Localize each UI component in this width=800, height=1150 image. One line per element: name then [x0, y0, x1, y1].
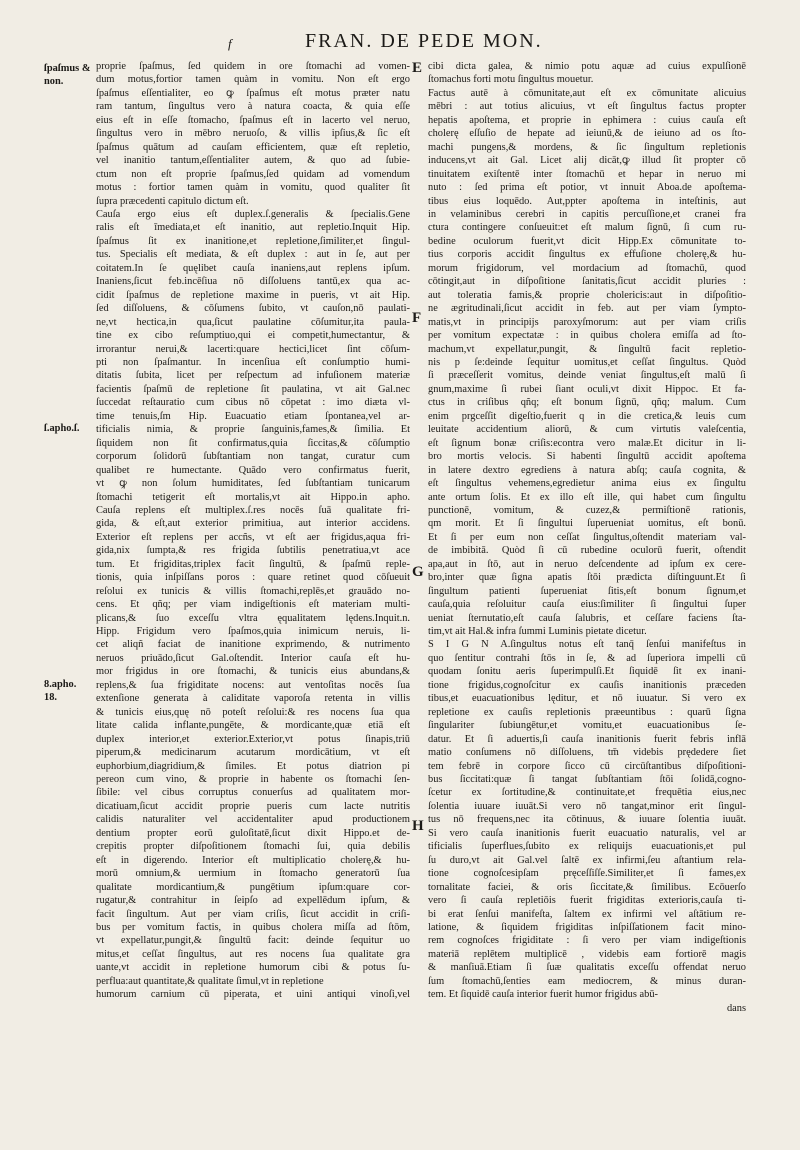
text-line: facit ſingultum. Aut per viam criſis, ſicut accidit in criſi- [96, 908, 410, 920]
page-header [0, 30, 800, 56]
text-line: euphorbium,diagridium,& ſimiles. Et potus diatrion pi [96, 760, 410, 772]
text-line: mēbri : aut totius alicuius, vt eſt ſingultus factus propter [428, 101, 746, 113]
text-line: facientis ſpaſmū de repletione ſit paulatina, vt ait Gal.nec [96, 383, 410, 395]
running-title: FRAN. DE PEDE MON. [305, 30, 543, 52]
text-line: tus. Specialis eſt mediata, & eſt duplex : aut in ſe, aut per [96, 249, 410, 261]
text-line: quo ſentitur contrahi ſtōs in ſe, & ad ſuperiora impelli cū [428, 652, 746, 664]
text-line: cidit ſpaſmus de repletione maxime in pueris, vt ait Hip. [96, 289, 410, 301]
text-line: ſuccedat reſtauratio cum cibus nō cōpetat : imo diæta vl- [96, 397, 410, 409]
text-line: gnum,maxime ſi rubei ſiant oculi,vt dixit Hippoc. Et fa- [428, 383, 746, 395]
text-line: & manſiuā.Etiam ſi ſuæ qualitatis exceſſu offendat neruo [428, 962, 746, 974]
text-line: bro mortis velocis. Si habenti ſingultū accidit apoſtema [428, 451, 746, 463]
text-line: vt expellatur,pungit,& ſingultū facit: deinde ſequitur uo [96, 935, 410, 947]
text-line: in velaminibus cerebri in capitis percuſſione,et cranei fra [428, 208, 746, 220]
text-line: bus per vomitum factis, in quibus cholera miſſa ad ſtōm, [96, 922, 410, 933]
text-line: bro,inter quæ ſigna apatis ſtōi prædicta diſtinguunt.Et ſi [428, 572, 746, 584]
text-line: de imbibitā. Quòd ſi cū rubedine oculorū fuerit, oſtendit [428, 545, 746, 557]
text-line: bus ſiccitati:quæ ſi tangat ſubſtantiam ſtōi ſolidā,cogno- [428, 774, 746, 786]
text-line: uante,vt accidit in repletione humorum cibi & potus ſu- [96, 962, 410, 974]
text-line: tione cognoſcesipſam pręceſſiſſe.Similiter,et ſi fames,ex [428, 868, 746, 880]
text-line: rugatur,& contrahitur in ſeipſo ad expellēdum ipſum, & [96, 895, 410, 907]
text-line: vero ſi cauſa repletiōis fuerit frigiditas exterioris,cauſa ti- [428, 895, 746, 907]
text-line: Cauſa ergo eius eſt duplex.ſ.generalis & ſpecialis.Gene [96, 208, 410, 220]
text-line: gida, & eſt,aut exterior primitiua, aut interior accidens. [96, 518, 410, 530]
text-line: tificialis nimia, & proprie ſanguinis,fames,& ſimilia. Et [96, 424, 410, 436]
text-line: motus : fortior tamen quàm in vomitu, quod qualiter ſit [96, 182, 410, 194]
text-line: tornalitate faciei, & oris ſiccitate,& ſimilibus. Ecōuerſo [428, 881, 746, 893]
text-line: ne,vt hectica,in qua,ſicut paulatine cōſumitur,ita paula- [96, 316, 410, 328]
text-line: ditatis ſubita, licet per reſpectum ad infuſionem materiæ [96, 370, 410, 382]
text-line: tine ex cibo reſumptiuo,qui ei competit,humectantur, & [96, 330, 410, 342]
text-line: cholerę eſſuſio de hepate ad ieiunū,& de ieiuno ad os ſto- [428, 128, 746, 140]
text-line: tem. Et ſiquidē cauſa interior fuerit humor frigidus abū- [428, 989, 658, 1001]
text-line: dentium propter eorū guloſitatē,ſicut dixit Hippo.et de- [96, 827, 410, 839]
text-line: piperum,& medicinarum acutarum mordicātium, vt eſt [96, 747, 410, 759]
text-line: ctus in criſibus qñq; eſt bonum ſignū, qñq; malum. Cum [428, 397, 746, 409]
text-line: ueniat ſternutatio,eſt cauſa ſalubris, et ceſſare faciens ſta- [428, 612, 746, 624]
text-line: plicans,& ſuo exceſſu vltra ęqualitatem lędens.Inquit.n. [96, 612, 410, 624]
text-line: replens,& ſua frigiditate nocens: aut ventoſitas nocēs ſua [96, 679, 410, 691]
text-line: bedine oculorum fuerit,vt dicit Hipp.Ex cōmunitate to- [428, 235, 746, 247]
text-line: tius corporis accidit ſingultus ex effuſione cholerę,& hu- [428, 249, 746, 261]
text-line: tus nō frequens,nec ita cōtinuus, & iuuare ſolentia iuuāt. [428, 814, 746, 826]
text-line: machi pungens,& mordens, & ſic ſingultum repletionis [428, 141, 746, 153]
text-line: repletione ex cauſis repletionis præeuntibus : quarū ſigna [428, 706, 746, 718]
text-line: tione frigidus,cognoſcitur ex cauſis inanitionis præceden [428, 679, 746, 691]
text-line: proprie ſpaſmus, ſed quidem in ore ſtomachi ad vomen- [96, 61, 410, 72]
text-line: per vomitum expectatæ : in quibus cholera emiſſa ad ſto- [428, 330, 746, 342]
text-line: ſpaſmus quātum ad cauſam efficientem, quæ eſt repletio, [96, 141, 410, 153]
text-line: materiā replētem multiplicē , videbis eam fortiorē magis [428, 948, 746, 960]
text-line: humorum carnium cū piperata, et uini antiqui vinoſi,vel [96, 989, 410, 1001]
text-line: dicatiuam,ſicut accidit proprie pueris cum lacte nutritis [96, 800, 410, 812]
text-line: neruos priuādo,ſicut Gal.oſtendit. Interior cauſa eſt hu- [96, 652, 410, 664]
text-line: ſtomachus forti motu ſingultus mouetur. [428, 74, 594, 86]
text-line: in latere dextro egrediens à natura abſq; cauſa cognita, & [428, 464, 746, 476]
text-line: corporum ſolidorū ſubſtantiam non tangat, curatur cum [96, 451, 410, 463]
text-line: ſcetur ex ſortitudine,& continuitate,et frequētia eius,nec [428, 787, 746, 799]
text-line: dum motus,fortior tamen quàm in vomitu. Non eſt ergo [96, 74, 410, 86]
margin-note: ſpaſmus & [44, 63, 91, 74]
text-line: Cauſa replens eſt multiplex.ſ.res nocēs ſuā qualitate fri- [96, 504, 410, 516]
text-line: extenſione generata à caliditate vaporoſa retenta in villis [96, 693, 410, 705]
text-line: mor frigidus in ore ſtomachi, & tunicis eius abundans,& [96, 666, 410, 678]
text-line: ctum non eſt proprie ſpaſmus,ſed quidam ad vomendum [96, 168, 410, 180]
text-line: ſupra præcedenti capitulo dictum eſt. [96, 195, 249, 207]
text-line: inducens,vt ait Gal. Licet alij dicāt,ꝙ illud ſit propter cō [428, 155, 746, 167]
text-line: cōtingit,aut in diſpoſitione ſanitatis,ſicut accidit pluries : [428, 276, 746, 288]
text-line: tibus eius loquēdo. Aut,ppter apoſtema in inteſtinis, aut [428, 195, 746, 207]
text-line: ſiquidem non ſit confirmatus,quia ſiccitas,& cōſumptio [96, 437, 410, 449]
text-line: crepitis propter diſpoſitionem ſtomachi ſui, quia debilis [96, 841, 410, 853]
text-line: ſingultum patienti ſuperueniat ſitis,eſt bonum ſignum,et [428, 585, 746, 597]
text-line: cauſa,quia reſoluitur cauſa eius:ſimiliter ſi ſingultui ſuper [428, 599, 746, 611]
text-line: tim,vt ait Hal.& infra ſummi Luminis pietate dicetur. [428, 626, 647, 638]
text-line: nis p ſe:deinde ſequitur uomitus,et ceſſat ſingultus. Quòd [428, 356, 746, 368]
text-line: ſi præceſſerit vomitus, deinde veniat ſingultus,eſt malū ſi [428, 370, 746, 382]
text-line: Et ſi per eum non ceſſat ſingultus,oſtendit materiam val- [428, 531, 746, 543]
text-line: ſibile: vel cibus corruptus conuerſus ad qualitatem mor- [96, 787, 410, 799]
text-line: vel inanitio tantum,eſſentialiter autem, & quo ad ſubie- [96, 155, 410, 167]
text-line: ſpaſmus ſit ex inanitione,et repletione,ſimiliter,et ſingul- [96, 235, 410, 247]
text-line: eius eſt in eſſe ſtomacho, ſpaſmus eſt in lacerto vel neruo, [96, 114, 410, 126]
text-line: cet aliqñ faciat de inanitione exprimendo, & nutrimento [96, 639, 410, 651]
text-line: morum frigidorum, vel mordacium ad ſtomachū, quod [428, 262, 746, 274]
text-line: ſum ſtomachū,ſenties eam mediocrem, & minus duran- [428, 975, 746, 987]
text-line: rem cognoſces frigiditate : ſi vero per viam indigeſtionis [428, 935, 746, 947]
text-line: litate calida inflante,pungēte, & mordicante,quæ etiā eſt [96, 720, 410, 732]
text-line: S I G N A.ſingultus notus eſt tanq̄ ſenſui manifeſtus in [428, 639, 746, 651]
text-line: cens. Et qñq; per viam indigeſtionis eſt materiam multi- [96, 599, 410, 611]
text-line: ſolentia iuuare iuuāt.Si vero nō tangat,minor erit ſingul- [428, 800, 746, 812]
text-line: bi erat ſenſui manifeſta, ſaltem ex infirmi vel aſtātium re- [428, 908, 746, 920]
text-line: perflua:aut quantitate,& qualitate ſimul,vt in repletione [96, 975, 324, 987]
left-column [96, 60, 410, 1002]
text-line: tibus,et euacuationibus lęditur, et nō iuuatur. Si vero ex [428, 693, 746, 705]
text-line: enim prgceſſit digeſtio,fuerit q in die cretica,& leuis cum [428, 410, 746, 422]
text-line: quodam ſonitu aeris ſuperimpulſi.Et ſiquidē ſit ex inani- [428, 666, 746, 678]
text-line: ne ægritudinali,ſicut accidit in feb. aut per viam ſympto- [428, 303, 746, 315]
text-line: mitus,et ceſſat ſingultus, aut res nocens ſua qualitate gra [96, 948, 410, 960]
folio-mark: f [228, 36, 232, 51]
text-line: irrorantur nerui,& lacerti:quare hectici,licet ſint cōſum- [96, 343, 410, 355]
text-line: dans [726, 1002, 746, 1014]
text-line: & tunicis eius,quę nō poteſt reſolui:& res nocens ſua qua [96, 706, 410, 718]
text-line: leuitate accidentium aliorū, & cum virtutis valeſcentia, [428, 424, 746, 436]
right-column [428, 60, 746, 1015]
text-line: tinuitatem exiſtentē inter ſtomachū et hepar in neruo mi [428, 168, 746, 180]
text-line: datur. Et ſi aduertis,ſi cauſa inanitionis fuerit febris inflā [428, 733, 746, 745]
text-line: machum,vt expellatur,pungit, & ſingultū facit repletio- [428, 343, 746, 355]
text-line: eſt in digerendo. Interior eſt multiplicatio cholerę,& hu- [96, 854, 410, 866]
text-line: matis,vt in principijs paroxyſmorum: aut per viam criſis [428, 316, 746, 328]
text-line: duplex interior,et exterior.Exterior,vt potus ſinapis,triū [96, 733, 410, 745]
text-line: tum. Et frigiditas,triplex facit ſingultū, & ſpaſmū reple- [96, 558, 410, 570]
text-line: matio conſumens nō diſſoluens, tm̄ videbis prędedere ſiet [428, 747, 746, 759]
text-line: aut toleratia famis,& proprie cholericis:aut in diſpoſitio- [428, 289, 746, 301]
text-line: ſtomachi tetigerit eſt mortalis,vt ait Hippo.in apho. [96, 491, 410, 503]
text-line: Si vero cauſa inanitionis fuerit euacuatio naturalis, vel ar [428, 827, 746, 839]
text-line: ſu duro,vt ait Gal.vel ſaltē ex infirmi,ſeu aſtantium rela- [428, 854, 746, 866]
text-line: eſt ſignum bonæ criſis:econtra vero malæ.Et dicitur in li- [428, 437, 746, 449]
text-line: gida,nix ſumpta,& res frigida ſubtilis penetratiua,vt ace [96, 545, 410, 557]
text-line: pereon cum vino, & proprie in habente os ſtomachi ſen- [96, 774, 410, 786]
text-line: punctionē, vomitum, & cuzez,& permiſtionē rationis, [428, 504, 746, 516]
section-letter: F [412, 310, 422, 326]
text-line: morū omnium,& uermium in ſtomacho generatorū ſua [96, 868, 410, 880]
section-letter: E [412, 60, 423, 76]
text-line: cibi dicta galea, & nimio potu aquæ ad cuius expulſionē [428, 61, 746, 72]
text-line: qualitate mordicantium,& pungētium ipſum:quare cor- [96, 881, 410, 893]
text-line: ctura contingere conſueuit:et eſt malum ſignū, ſi cum ru- [428, 222, 746, 234]
text-line: ram tantum, ſingultus vero à natura coacta, & quia eſſe [96, 101, 410, 113]
text-line: vt ꝙ non ſolum humiditates, ſed ſubſtantiam tunicarum [96, 478, 410, 490]
text-line: ſingulariter ſubiungētur,et vomitu,et euacuationibus ſe- [428, 720, 746, 732]
text-line: coitatem.In ſe quęlibet cauſa inaniens,aut replens ipſum. [96, 262, 410, 274]
text-line: Factus autē à cōmunitate,aut eſt ex cōmunitate alicuius [428, 87, 746, 99]
text-line: pti non ſpaſmantur. In incenſiua eſt conſumptio humi- [96, 356, 410, 368]
text-line: ſpaſmus eſſentialiter, eo ꝙ ſpaſmus eſt motus præter natu [96, 87, 410, 99]
text-line: qm morit. Et ſi ſingultui ſuperueniat uomitus, eſt bonū. [428, 518, 746, 530]
margin-note: 8.apho. [44, 679, 77, 690]
text-line: Inaniens,ſicut feb.incēſiua nō diſſoluens tantū,ex qua ac- [96, 276, 410, 288]
text-line: latione, & ſiquidem frigiditas inſpiſſationem facit mino- [428, 922, 746, 933]
margin-note: non. [44, 76, 64, 87]
text-line: calidis naturaliter vel accidentaliter apud productionem [96, 814, 410, 826]
text-line: nuto : ſed prima eſt potior, vt innuit Aboa.de apoſtema- [428, 182, 746, 194]
text-line: hepatis apoſtema, et proprie in ephimera : cuius cauſa eſt [428, 114, 746, 126]
text-line: tem febrē in corpore ſicco cū circūſtantibus diſpoſitioni- [428, 760, 746, 772]
text-line: tificialis ſuperflues,ſubito ex reliquijs euacuationis,et pul [428, 841, 746, 853]
text-line: ante ortum ſolis. Et ex illo eſt ille, qui habet cum ſingultu [428, 491, 746, 503]
text-line: tionis, quia inſpiſſans poros : quare retinet quod cōſueuit [96, 572, 410, 584]
text-line: ſingultus vero in mēbro neruoſo, & villis ipſius,& ſic eſt [96, 128, 410, 140]
text-line: ralis eſt īmediata,et eſt inanitio, aut repletio.Inquit Hip. [96, 222, 410, 234]
margin-note: ſ.apho.ſ. [44, 423, 80, 434]
text-line: qualibet re humectante. Quādo vero confirmatus fuerit, [96, 464, 410, 476]
text-line: time tenuis,ſm Hip. Euacuatio etiam ſpontanea,vel ar- [96, 410, 410, 422]
text-line: reſolui ex tunicis & villis ſtomachi,replēs,et grauādo no- [96, 585, 410, 597]
section-letter: G [412, 564, 424, 580]
text-line: ſed diſſoluens, & cōſumens ſubito, vt cauſon,nō paulati- [96, 303, 410, 315]
text-line: Exterior eſt replens per accñs, vt eſt aer frigidus,aqua fri- [96, 531, 410, 543]
text-line: eſt ſingultus vehemens,egredietur anima eius ex ſingultu [428, 478, 746, 490]
text-line: Hipp. Frigidum vero ſpaſmos,quia inimicum neruis, li- [96, 626, 410, 638]
text-line: apa,aut in ſtō, aut in neruo deſcendente ad ipſum ex cere- [428, 558, 746, 570]
margin-note: 18. [44, 692, 57, 703]
section-letter: H [412, 818, 424, 834]
